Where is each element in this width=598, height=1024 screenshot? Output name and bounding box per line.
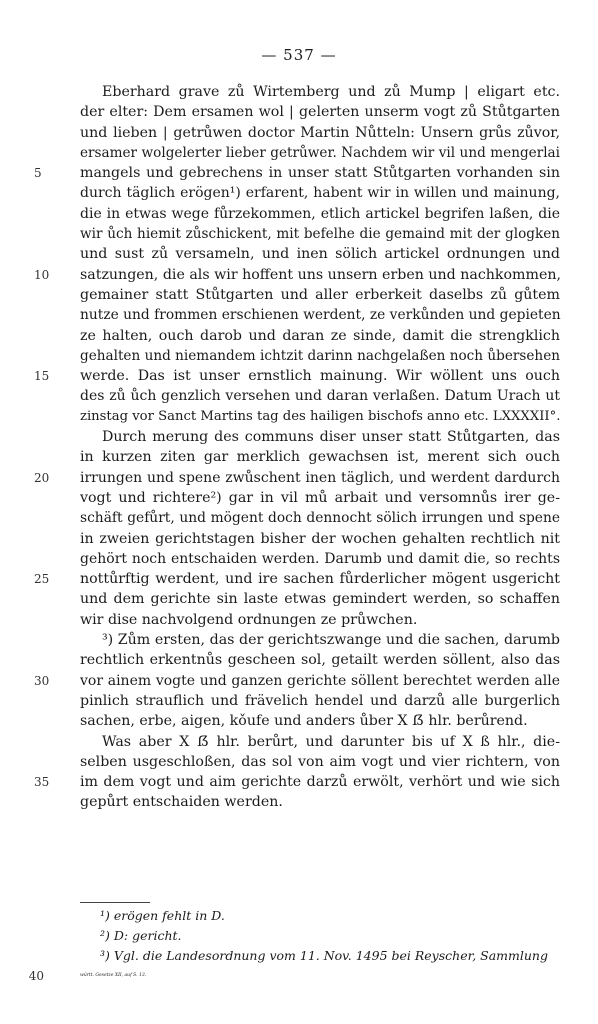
text-line [80,691,560,711]
footnote-text: württ. Gesetze XII, auf S. 13. [80,973,147,978]
line-number: 30 [34,673,50,688]
line-text: sachen, erbe, aigen, kǒufe und anders ůber X ẞ hlr. berůrend. [80,713,528,730]
text-line [80,204,560,224]
footnote [100,926,560,946]
line-text: zinstag vor Sanct Martins tag des hailigen bischofs anno etc. LXXXXII°. [80,408,561,424]
line-text: ersamer wolgelerter lieber getrůwer. Nachdem wir vil und mengerlai [80,144,560,161]
line-text: der elter: Dem ersamen wol | gelerten unserm vogt zů Stůtgarten [80,104,560,121]
line-text: durch täglich erögen¹) erfarent, habent wir in willen und mainung, [80,185,560,202]
text-line [80,346,560,366]
text-line [80,143,560,163]
line-text: satzungen, die als wir hoffent uns unsern erben und nachkommen, [80,266,561,283]
footnote [100,906,560,926]
text-line [80,508,560,528]
line-text: wir ůch hiemit zůschickent, mit befelhe die gemaind mit der glogken [80,226,560,243]
line-number: 15 [34,369,50,384]
text-line [80,752,560,772]
line-number: 25 [34,572,50,587]
line-text: selben usgeschloßen, das sol von aim vogt und vier richtern, von [80,753,560,770]
line-number: 40 [28,969,44,983]
line-number: 10 [34,267,50,282]
text-line [34,265,561,285]
line-text: des zů ůch genzlich versehen und daran verlaßen. Datum Urach ut [80,388,560,405]
text-line [80,447,560,467]
line-number: 20 [34,470,50,485]
text-line [80,102,560,122]
line-text: vor ainem vogte und ganzen gerichte söllent berechtet werden alle [80,672,560,689]
text-line [80,589,560,609]
line-text: Was aber X ẞ hlr. berůrt, und darunter bis uf X ß hlr., die- [102,733,560,750]
text-line [80,650,560,670]
line-text: und lieben | getrůwen doctor Martin Nůtteln: Unsern grůs zůvor, [80,124,560,141]
line-text: Durch merung des communs diser unser statt Stůtgarten, das [102,429,560,446]
line-text: pinlich strauflich und frävelich hendel und darzů alle burgerlich [80,692,560,709]
text-line [80,285,560,305]
text-line [80,82,560,102]
line-text: irrungen und spene zwůschent inen täglich, und werdent dardurch [80,469,560,486]
line-text: die in etwas wege fůrzekommen, etlich artickel begrifen laßen, die [80,205,560,222]
footnote-divider [80,902,150,903]
text-line [80,326,560,346]
footnote-text: ¹) erögen fehlt in D. [100,908,225,923]
line-number: 5 [34,166,42,181]
text-line [80,427,560,447]
line-number: 35 [34,775,50,790]
line-text: werde. Das ist unser ernstlich mainung. Wir wöllent uns ouch [80,368,560,385]
text-line [80,224,560,244]
line-text: nutze und frommen erschienen werdent, ze verkůnden und gepieten [80,307,561,324]
line-text: in zweien gerichtstagen bisher der wochen gehalten rechtlich nit [80,530,560,547]
page-number: — 537 — [261,46,337,64]
line-text: im dem vogt und aim gerichte darzů erwölt, verhört und wie sich [80,774,560,791]
body-text [34,82,561,813]
line-text: rechtlich erkentnůs gescheen sol, getailt werden söllent, also das [80,652,560,669]
line-text: in kurzen ziten gar merklich gewachsen ist, merent sich ouch [80,449,560,466]
text-line [80,305,560,325]
line-text: ³) Zům ersten, das der gerichtszwange und die sachen, darumb [102,632,560,649]
text-line [34,772,560,792]
footnote [28,966,560,986]
text-line [34,366,560,386]
footnote [100,946,560,966]
text-line [80,488,560,508]
line-text: und sust zů versameln, und inen sölich artickel ordnungen und [80,246,560,263]
text-line [80,407,560,427]
text-line [34,569,560,589]
text-line [80,711,560,731]
line-text: mangels und gebrechens in unser statt Stůtgarten vorhanden sin [80,165,560,182]
text-line [80,732,560,752]
line-text: nottůrftig werdent, und ire sachen fůrderlicher mögent usgericht [80,571,560,588]
text-line [80,549,560,569]
footnotes [28,906,560,986]
text-line [80,244,560,264]
text-line [80,529,560,549]
line-text: schäft gefůrt, und mögent doch dennocht sölich irrungen und spene [80,510,560,527]
text-line [34,671,560,691]
line-text: und dem gerichte sin laste etwas gemindert werden, so schaffen [80,591,560,608]
footnote-text: ²) D: gericht. [100,928,182,943]
line-text: gemainer statt Stůtgarten und aller erberkeit daselbs zů gůtem [80,286,560,303]
text-line [80,386,560,406]
text-line [80,630,560,650]
line-text: ze halten, ouch darob und daran ze sinde, damit die strengklich [80,327,560,344]
line-text: vogt und richtere²) gar in vil mů arbait und versomnůs irer ge- [80,489,560,506]
line-text: gepůrt entschaiden werden. [80,794,283,811]
line-text: Eberhard grave zů Wirtemberg und zů Mump | eligart etc. [102,84,560,100]
text-line [34,468,560,488]
text-line [80,123,560,143]
text-line [80,792,560,812]
text-line [80,183,560,203]
footnote-text: ³) Vgl. die Landesordnung vom 11. Nov. 1495 bei Reyscher, Sammlung [100,948,548,963]
line-text: gehört noch entschaiden werden. Darumb und damit die, so rechts [80,550,560,567]
line-text: wir dise nachvolgend ordnungen ze průwchen. [80,611,418,628]
line-text: gehalten und niemandem ichtzit darinn nachgelaßen noch ůbersehen [80,347,560,364]
text-line [34,163,560,183]
text-line [80,610,560,630]
